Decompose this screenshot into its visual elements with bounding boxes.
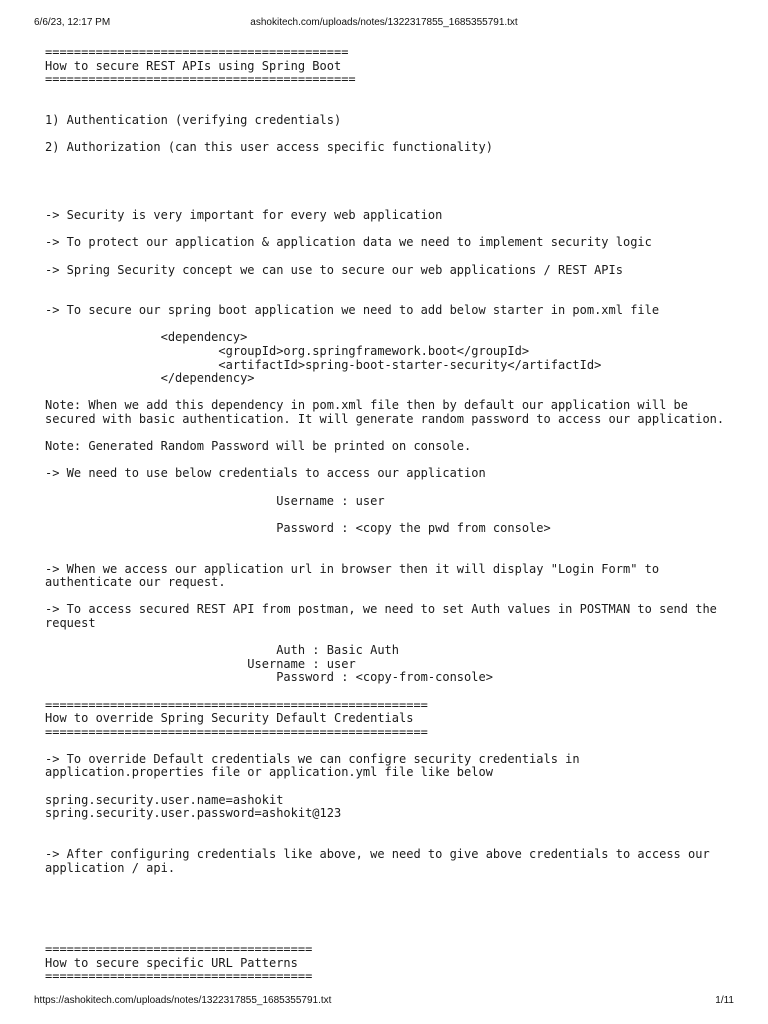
- text-line: [45, 277, 735, 291]
- text-line: 2) Authorization (can this user access specific functionality): [45, 140, 493, 155]
- text-line: [45, 508, 735, 522]
- text-line: <artifactId>spring-boot-starter-security</artifactId>: [45, 357, 602, 372]
- footer-url: https://ashokitech.com/uploads/notes/1322317855_1685355791.txt: [34, 995, 332, 1006]
- text-line: [45, 481, 735, 495]
- text-line: [45, 196, 735, 210]
- text-line: [45, 631, 735, 645]
- text-line: [45, 590, 735, 604]
- text-line: [45, 535, 735, 549]
- text-line: [45, 250, 735, 264]
- text-line: -> Security is very important for every web application: [45, 208, 443, 223]
- text-line: Note: Generated Random Password will be printed on console.: [45, 439, 472, 454]
- text-line: spring.security.user.name=ashokit: [45, 792, 284, 807]
- text-line: -> To override Default credentials we can configre security credentials in application.properties file or application.yml file like below: [45, 751, 587, 780]
- text-line: [45, 386, 735, 400]
- text-line: Username : user: [45, 493, 385, 508]
- text-line: [45, 291, 735, 305]
- text-line: =====================================================: [45, 724, 428, 739]
- text-line: =====================================================: [45, 697, 428, 712]
- text-line: Note: When we add this dependency in pom.xml file then by default our application will be secured with basic authentication. It will generate random password to access our application.: [45, 398, 725, 427]
- text-line: [45, 834, 735, 848]
- text-line: 1) Authentication (verifying credentials): [45, 112, 342, 127]
- text-line: =====================================: [45, 969, 313, 984]
- text-line: How to secure REST APIs using Spring Boot: [45, 58, 342, 73]
- text-line: ===========================================: [45, 72, 356, 87]
- header-url: ashokitech.com/uploads/notes/1322317855_1685355791.txt: [250, 17, 518, 28]
- text-line: -> When we access our application url in browser then it will display "Login Form" to authenticate our request.: [45, 561, 667, 590]
- text-line: Password : <copy the pwd from console>: [45, 520, 551, 535]
- text-line: =====================================: [45, 942, 313, 957]
- text-line: [45, 427, 735, 441]
- text-line: [45, 454, 735, 468]
- text-line: [45, 223, 735, 237]
- text-line: [45, 182, 735, 196]
- text-line: How to secure specific URL Patterns: [45, 955, 298, 970]
- text-line: -> To access secured REST API from postman, we need to set Auth values in POSTMAN to send the request: [45, 602, 725, 630]
- text-line: [45, 549, 735, 563]
- text-line: spring.security.user.password=ashokit@123: [45, 806, 342, 821]
- text-line: [45, 318, 735, 332]
- text-line: [45, 889, 735, 903]
- print-header: [0, 16, 768, 30]
- text-line: How to override Spring Security Default Credentials: [45, 711, 414, 726]
- text-line: -> After configuring credentials like above, we need to give above credentials to access our application / api.: [45, 847, 717, 875]
- text-line: [45, 155, 735, 169]
- text-line: [45, 100, 735, 114]
- text-line: Password : <copy-from-console>: [45, 670, 493, 685]
- text-line: [45, 739, 735, 753]
- text-line: -> Spring Security concept we can use to secure our web applications / REST APIs: [45, 262, 623, 277]
- text-line: -> To secure our spring boot application we need to add below starter in pom.xml file: [45, 303, 660, 318]
- text-line: [45, 685, 735, 699]
- text-line: [45, 875, 735, 889]
- page-number: 1/11: [715, 995, 734, 1006]
- text-line: Auth : Basic Auth: [45, 643, 400, 658]
- text-line: [45, 128, 735, 142]
- text-line: Username : user: [45, 656, 356, 671]
- text-line: [45, 902, 735, 916]
- print-footer: [0, 994, 768, 1008]
- text-line: [45, 168, 735, 182]
- text-line: -> We need to use below credentials to access our application: [45, 466, 486, 481]
- text-line: [45, 930, 735, 944]
- text-line: -> To protect our application & application data we need to implement security logic: [45, 235, 652, 250]
- text-line: [45, 780, 735, 794]
- text-line: [45, 821, 735, 835]
- header-datetime: 6/6/23, 12:17 PM: [34, 17, 111, 28]
- text-line: </dependency>: [45, 371, 255, 386]
- text-line: <dependency>: [45, 330, 248, 345]
- text-line: ==========================================: [45, 45, 349, 59]
- text-line: <groupId>org.springframework.boot</groupId>: [45, 344, 530, 359]
- document-text: [45, 46, 735, 984]
- text-line: [45, 87, 735, 101]
- text-line: [45, 916, 735, 930]
